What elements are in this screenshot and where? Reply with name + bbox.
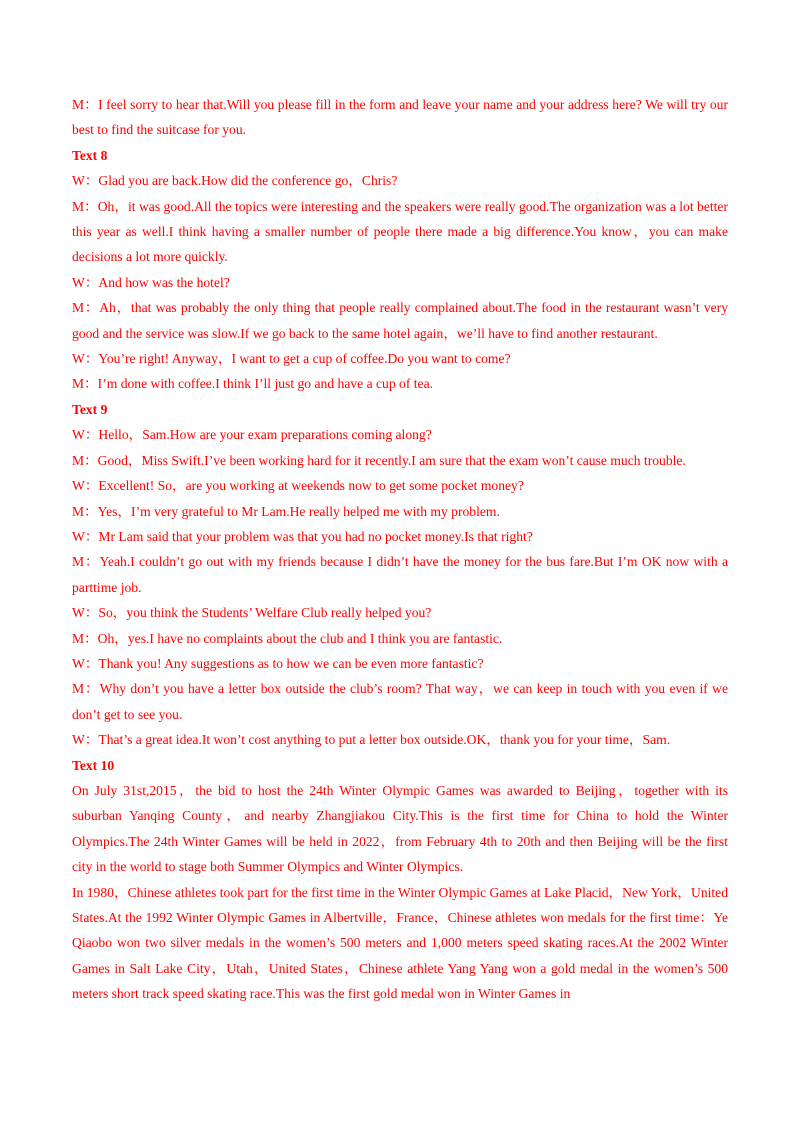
section-heading: Text 10 — [72, 757, 115, 773]
paragraph: M：I feel sorry to hear that.Will you please fill in the form and leave your name and your address here? We will try our best to find the suitcase for you. — [72, 97, 728, 138]
dialogue-line: W：Glad you are back.How did the conference go，Chris? — [72, 173, 398, 189]
section-heading: Text 9 — [72, 401, 108, 417]
section-heading: Text 8 — [72, 147, 108, 163]
dialogue-line: W：You’re right! Anyway，I want to get a cup of coffee.Do you want to come? — [72, 351, 511, 367]
dialogue-line: M：I’m done with coffee.I think I’ll just go and have a cup of tea. — [72, 376, 434, 392]
dialogue-line: W：Hello，Sam.How are your exam preparations coming along? — [72, 427, 432, 443]
dialogue-line: W：So，you think the Students’ Welfare Club really helped you? — [72, 605, 432, 621]
dialogue-line: M：Ah，that was probably the only thing that people really complained about.The food in the restaurant wasn’t very good and the service was slow.If we go back to the same hotel again，we’ll have to find another restaurant. — [72, 300, 728, 341]
dialogue-line: M：Yeah.I couldn’t go out with my friends because I didn’t have the money for the bus fare.But I’m OK now with a parttime job. — [72, 554, 728, 595]
dialogue-line: W：Mr Lam said that your problem was that you had no pocket money.Is that right? — [72, 528, 533, 544]
dialogue-line: M：Good，Miss Swift.I’ve been working hard for it recently.I am sure that the exam won’t cause much trouble. — [72, 452, 686, 468]
dialogue-line: W：Excellent! So，are you working at weekends now to get some pocket money? — [72, 478, 524, 494]
dialogue-line: W：Thank you! Any suggestions as to how we can be even more fantastic? — [72, 655, 484, 671]
dialogue-line: M：Oh，it was good.All the topics were interesting and the speakers were really good.The organization was a lot better this year as well.I think having a smaller number of people there made a big difference.You know，you can make decisions a lot more quickly. — [72, 198, 728, 265]
dialogue-line: M：Oh，yes.I have no complaints about the club and I think you are fantastic. — [72, 630, 503, 646]
dialogue-line: M：Yes，I’m very grateful to Mr Lam.He really helped me with my problem. — [72, 503, 500, 519]
dialogue-line: M：Why don’t you have a letter box outside the club’s room? That way，we can keep in touch with you even if we don’t get to see you. — [72, 681, 728, 722]
dialogue-line: W：And how was the hotel? — [72, 274, 230, 290]
paragraph: In 1980，Chinese athletes took part for the first time in the Winter Olympic Games at Lake Placid，New York，United States.At the 1992 Winter Olympic Games in Albertville，France，Chinese athletes won medals for the first time：Ye Qiaobo won two silver medals in the women’s 500 meters and 1,000 meters speed skating races.At the 2002 Winter Games in Salt Lake City，Utah，United States，Chinese athlete Yang Yang won a gold medal in the women’s 500 meters short track speed skating race.This was the first gold medal won in Winter Games in — [72, 884, 728, 1002]
dialogue-line: W：That’s a great idea.It won’t cost anything to put a letter box outside.OK，thank you for your time，Sam. — [72, 732, 671, 748]
paragraph: On July 31st,2015，the bid to host the 24th Winter Olympic Games was awarded to Beijing，together with its suburban Yanqing County，and nearby Zhangjiakou City.This is the first time for China to hold the Winter Olympics.The 24th Winter Games will be held in 2022，from February 4th to 20th and then Beijing will be the first city in the world to stage both Summer Olympics and Winter Olympics. — [72, 782, 728, 875]
